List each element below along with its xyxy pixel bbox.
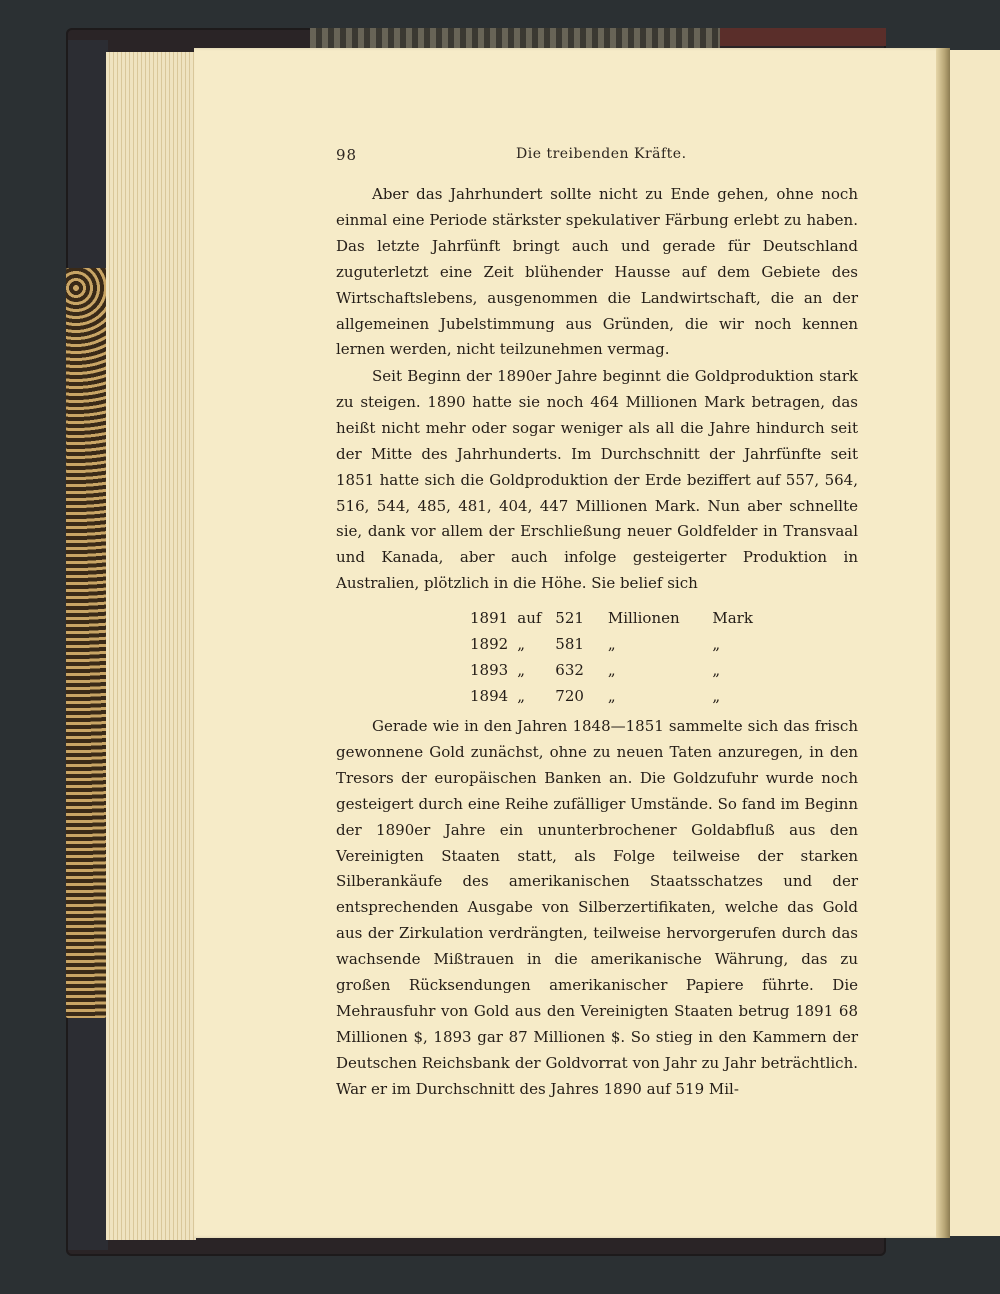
table-value: 720 (555, 686, 584, 705)
table-unit: Millionen (607, 609, 680, 627)
table-year: 1893 (470, 660, 509, 679)
page-number: 98 (336, 146, 358, 164)
cover-edge-red (720, 28, 886, 46)
table-currency: „ (712, 660, 721, 679)
paragraph-1: Aber das Jahrhundert sollte nicht zu Ende gehen, ohne noch einmal eine Periode stärkster spekulativer Färbung erlebt zu haben. Das letzte Jahrfünft bringt auch und gerade für Deutschland zuguterletzt eine Zeit blühender Hausse auf dem Gebiete des Wirtschaftslebens, ausgenommen die Landwirtschaft, die an der allgemeinen Jubelstimmung aus Gründen, die wir noch kennen lernen werden, nicht teilzunehmen vermag. (336, 185, 858, 359)
table-currency: „ (712, 686, 721, 705)
paragraph-2: Seit Beginn der 1890er Jahre beginnt die Goldproduktion stark zu steigen. 1890 hatte sie noch 464 Millionen Mark betragen, das heißt nicht mehr oder sogar weniger als all die Jahre hindurch seit der Mitte des Jahrhunderts. Im Durchschnitt der Jahrfünfte seit 1851 hatte sich die Goldproduktion der Erde beziffert auf 557, 564, 516, 544, 485, 481, 404, 447 Millionen Mark. Nun aber schnellte sie, dank vor allem der Erschließung neuer Goldfelder in Transvaal und Kanada, aber auch infolge gesteigerter Produktion in Australien, plötzlich in die Höhe. Sie belief sich (336, 367, 858, 593)
table-value: 521 (555, 609, 584, 627)
table-value: 632 (555, 660, 584, 679)
spine-top-ornament (310, 28, 720, 48)
table-row (470, 684, 770, 710)
table-prep: „ (517, 660, 526, 679)
table-row (470, 632, 770, 658)
facing-page-edge (950, 50, 1000, 1236)
table-prep: „ (517, 686, 526, 705)
table-value: 581 (555, 634, 584, 653)
gold-production-table (470, 606, 770, 710)
table-prep: „ (517, 634, 526, 653)
table-currency: Mark (712, 609, 753, 627)
page-gutter (936, 48, 950, 1238)
table-year: 1892 (470, 634, 509, 653)
marbled-paper-edge (66, 268, 106, 1018)
table-prep: auf (517, 609, 542, 627)
paragraph-3: Gerade wie in den Jahren 1848—1851 sammelte sich das frisch gewonnene Gold zunächst, ohne zu neuen Taten anzuregen, in den Tresors der europäischen Banken an. Die Goldzufuhr wurde noch gesteigert durch eine Reihe zufälliger Umstände. So fand im Beginn der 1890er Jahre ein ununterbrochener Goldabfluß aus den Vereinigten Staaten statt, als Folge teilweise der starken Silberankäufe des amerikanischen Staatsschatzes und der entsprechenden Ausgabe von Silberzertifikaten, welche das Gold aus der Zirkulation verdrängten, teilweise hervorgerufen durch das wachsende Mißtrauen in die amerikanische Währung, das zu großen Rücksendungen amerikanischer Papiere führte. Die Mehrausfuhr von Gold aus den Vereinigten Staaten betrug 1891 68 Millionen $, 1893 gar 87 Millionen $. So stieg in den Kammern der Deutschen Reichsbank der Goldvorrat von Jahr zu Jahr beträchtlich. War er im Durchschnitt des Jahres 1890 auf 519 Mil- (336, 717, 858, 1098)
table-unit: „ (607, 634, 616, 653)
page-stack-edges (106, 52, 196, 1240)
table-row (470, 606, 770, 632)
page-header (336, 146, 866, 166)
table-row (470, 658, 770, 684)
table-year: 1894 (470, 686, 509, 705)
table-currency: „ (712, 634, 721, 653)
running-title: Die treibenden Kräfte. (516, 146, 687, 162)
table-year: 1891 (470, 609, 509, 627)
table-unit: „ (607, 686, 616, 705)
table-unit: „ (607, 660, 616, 679)
